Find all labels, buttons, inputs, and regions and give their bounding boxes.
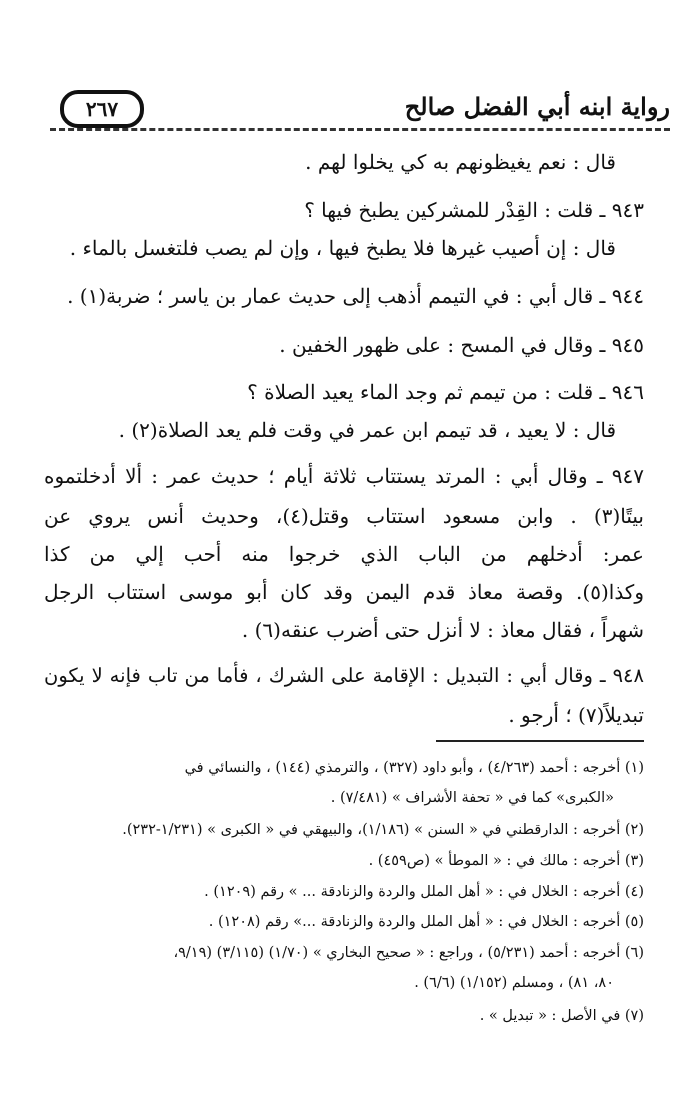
body-line-9: بيتًا(٣) . وابن مسعود استتاب وقتل(٤)، وحديث أنس يروي عن — [44, 504, 645, 528]
body-line-14: تبديلاً(٧) ؛ أرجو . — [508, 703, 644, 727]
footnote-rule — [436, 740, 644, 742]
body-line-12: شهراً ، فقال معاذ : لا أنزل حتى أضرب عنقه(٦) . — [241, 618, 644, 642]
body-line-6: ٩٤٦ ـ قلت : من تيمم ثم وجد الماء يعيد الصلاة ؟ — [247, 380, 644, 404]
body-line-2: ٩٤٣ ـ قلت : القِدْر للمشركين يطبخ فيها ؟ — [304, 198, 644, 222]
body-line-10: عمر: أدخلهم من الباب الذي خرجوا منه أحب إلي من كذا — [44, 542, 644, 566]
footnote-3: (٣) أخرجه : مالك في : « الموطأ » (ص٤٥٩) . — [368, 853, 644, 869]
page-number: ٢٦٧ — [60, 90, 144, 128]
body-line-8: ٩٤٧ ـ وقال أبي : المرتد يستتاب ثلاثة أيام ؛ حديث عمر : ألا أدخلتموه — [44, 464, 644, 488]
footnote-7: (٧) في الأصل : « تبديل » . — [479, 1008, 644, 1024]
footnote-4: (٤) أخرجه : الخلال في : « أهل الملل والردة والزنادقة ... » رقم (١٢٠٩) . — [204, 884, 644, 900]
body-line-4: ٩٤٤ ـ قال أبي : في التيمم أذهب إلى حديث عمار بن ياسر ؛ ضربة(١) . — [67, 284, 644, 308]
body-line-7: قال : لا يعيد ، قد تيمم ابن عمر في وقت فلم يعد الصلاة(٢) . — [118, 418, 616, 442]
footnote-5: (٥) أخرجه : الخلال في : « أهل الملل والردة والزنادقة ...» رقم (١٢٠٨) . — [208, 914, 644, 930]
footnote-6: (٦) أخرجه : أحمد (٥/٢٣١) ، وراجع : « صحيح البخاري » (١/٧٠) (٣/١١٥) (٩/١٩، — [173, 945, 644, 961]
footnote-6-cont: ٨٠، ٨١) ، ومسلم (١/١٥٢) (٦/٦) . — [414, 975, 614, 991]
footnote-1: (١) أخرجه : أحمد (٤/٢٦٣) ، وأبو داود (٣٢٧) ، والترمذي (١٤٤) ، والنسائي في — [184, 760, 644, 776]
footnote-1-cont: «الكبرى» كما في « تحفة الأشراف » (٧/٤٨١) . — [330, 790, 614, 806]
header-rule — [50, 128, 670, 131]
body-line-5: ٩٤٥ ـ وقال في المسح : على ظهور الخفين . — [279, 333, 644, 357]
body-line-13: ٩٤٨ ـ وقال أبي : التبديل : الإقامة على الشرك ، فأما من تاب فإنه لا يكون — [44, 664, 644, 687]
body-line-3: قال : إن أصيب غيرها فلا يطبخ فيها ، وإن لم يصب فلتغسل بالماء . — [69, 236, 616, 260]
footnote-2: (٢) أخرجه : الدارقطني في « السنن » (١/١٨٦)، والبيهقي في « الكبرى » (١/٢٣١-٢٣٢). — [122, 822, 644, 838]
body-line-1: قال : نعم يغيظونهم به كي يخلوا لهم . — [305, 150, 616, 174]
page-header — [50, 84, 670, 132]
running-title: رواية ابنه أبي الفضل صالح — [404, 92, 670, 121]
body-line-11: وكذا(٥). وقصة معاذ قدم اليمن وقد كان أبو موسى استتاب الرجل — [44, 580, 644, 604]
